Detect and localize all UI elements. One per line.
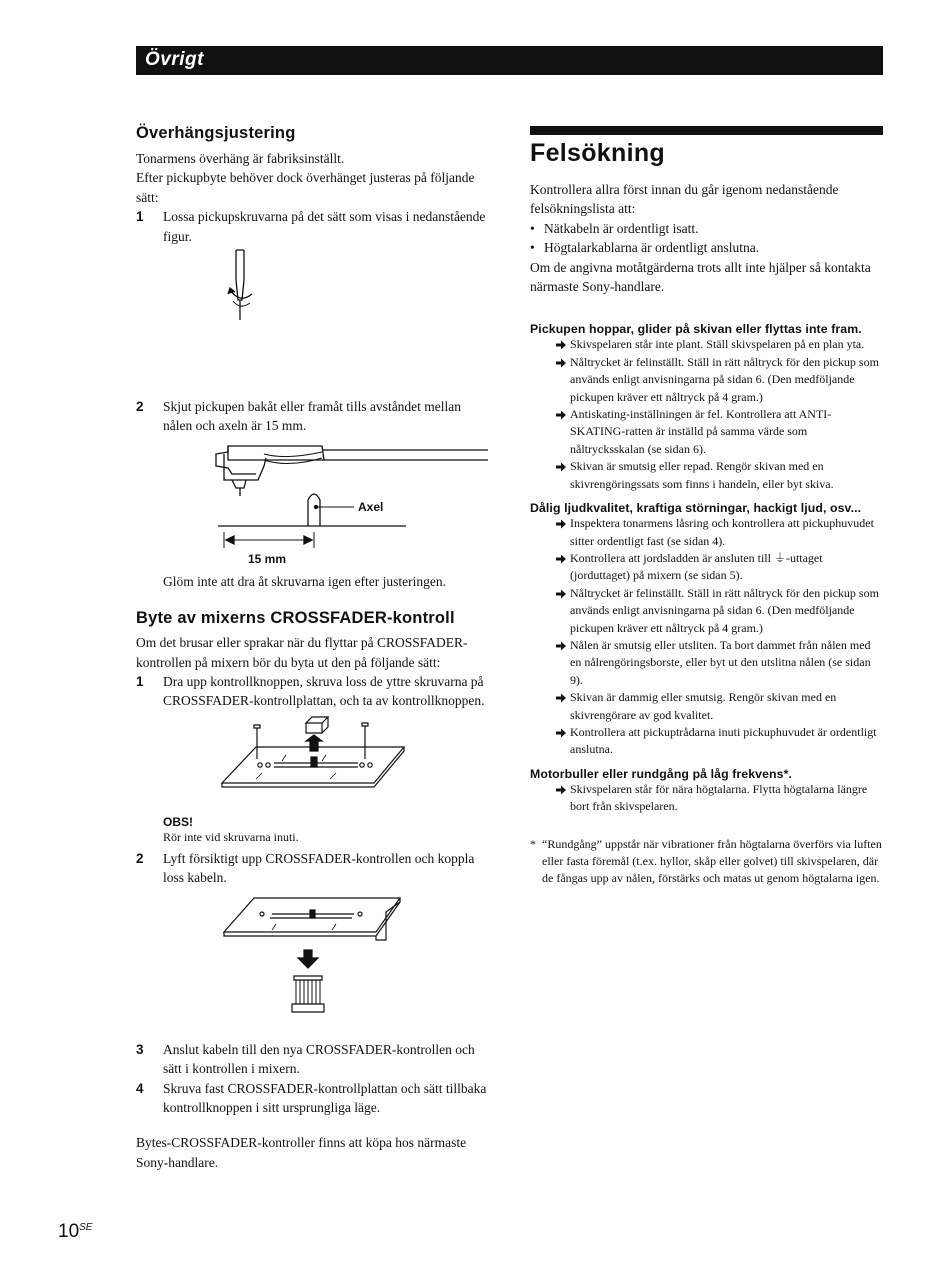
check-bullet — [530, 219, 883, 238]
arrow-right-icon — [556, 693, 566, 703]
overhang-step-1 — [136, 207, 488, 246]
left-column — [136, 124, 488, 1172]
crossfader-closing: Bytes-CROSSFADER-kontroller finns att köpa hos närmaste Sony-handlare. — [136, 1135, 467, 1170]
step-number: 2 — [136, 850, 144, 866]
crossfader-step-1 — [136, 672, 488, 711]
remedy-text: Kontrollera att pickuptrådarna inuti pickuphuvudet är ordentligt anslutna. — [570, 724, 877, 757]
problem-title: Dålig ljudkvalitet, kraftiga störningar, hackigt ljud, osv... — [530, 501, 862, 516]
crossfader-step-3 — [136, 1040, 488, 1079]
overhang-intro-2: Efter pickupbyte behöver dock överhänget justeras på följande sätt: — [136, 170, 475, 205]
step-number: 1 — [136, 674, 144, 690]
page-number-value: 10 — [58, 1221, 80, 1242]
problem-list — [530, 322, 883, 815]
remedy-text: Skivspelaren står för nära högtalarna. Flytta högtalarna längre bort från skivspelaren. — [570, 781, 868, 814]
obs-heading: OBS! — [163, 814, 193, 829]
troubleshooting-heading: Felsökning — [530, 139, 665, 167]
remedy-text: Antiskating-inställningen är fel. Kontrollera att ANTI-SKATING-ratten är inställd på samma värde som nåltrycksskalan (se sidan 6). — [570, 407, 832, 456]
dimension-label: 15 mm — [248, 551, 287, 566]
step-text: Dra upp kontrollknoppen, skruva loss de yttre skruvarna på CROSSFADER-kontrollplattan, och ta av kontrollknoppen. — [163, 674, 485, 709]
bullet-icon: • — [530, 220, 535, 236]
remedy-item — [530, 781, 883, 816]
troubleshooting-outro: Om de angivna motåtgärderna trots allt inte hjälper så kontakta närmaste Sony-handlare. — [530, 259, 871, 295]
crossfader-cable-figure — [136, 896, 488, 1024]
crossfader-step-4 — [136, 1079, 488, 1118]
step-text: Lossa pickupskruvarna på det sätt som visas i nedanstående figur. — [163, 209, 486, 244]
remedy-text: Nålen är smutsig eller utsliten. Ta bort dammet från nålen med en nålrengöringsborste, eller byt ut den utslitna nålen (se sidan 9). — [570, 637, 871, 687]
step-number: 4 — [136, 1080, 144, 1096]
remedy-item — [530, 406, 883, 458]
remedy-text: Inspektera tonarmens låsring och kontrollera att pickuphuvudet sitter ordentligt fast (se sidan 4). — [570, 516, 874, 548]
cartridge-screw-figure — [136, 246, 488, 391]
problem-block — [530, 322, 883, 493]
arrow-right-icon — [556, 554, 566, 564]
right-column — [530, 126, 883, 888]
overhang-distance-figure — [136, 436, 488, 551]
check-bullet — [530, 238, 883, 257]
arrow-right-icon — [556, 785, 566, 795]
remedy-text: Nåltrycket är felinställt. Ställ in rätt nåltryck för den pickup som används enligt anvisningarna på sidan 6. (Den medföljande pickupen kräver ett nåltryck på 4 gram.) — [570, 354, 879, 404]
arrow-right-icon — [556, 519, 566, 529]
remedy-item — [530, 336, 883, 353]
overhang-reminder: Glöm inte att dra åt skruvarna igen efter justeringen. — [163, 573, 447, 589]
problem-block — [530, 501, 883, 759]
step-number: 1 — [136, 209, 144, 225]
remedy-item — [530, 637, 883, 689]
obs-text: Rör inte vid skruvarna inuti. — [163, 829, 299, 844]
remedy-text: Kontrollera att jordsladden är ansluten till ⏚-uttaget (jorduttaget) på mixern (se sidan 5). — [570, 550, 823, 583]
arrow-right-icon — [556, 462, 566, 472]
bullet-text: Nätkabeln är ordentligt isatt. — [544, 220, 699, 236]
page-number — [58, 1221, 92, 1243]
arrow-right-icon — [556, 358, 566, 368]
crossfader-intro: Om det brusar eller sprakar när du flyttar på CROSSFADER-kontrollen på mixern bör du byta ut den på följande sätt: — [136, 635, 468, 670]
remedy-item — [530, 354, 883, 406]
bullet-icon: • — [530, 240, 535, 256]
crossfader-step-2 — [136, 849, 488, 888]
heading-rule — [530, 126, 883, 135]
step-text: Lyft försiktigt upp CROSSFADER-kontrollen och koppla loss kabeln. — [163, 850, 475, 886]
bullet-text: Högtalarkablarna är ordentligt anslutna. — [544, 240, 760, 256]
remedy-item — [530, 585, 883, 637]
troubleshooting-intro: Kontrollera allra först innan du går igenom nedanstående felsökningslista att: — [530, 182, 839, 217]
axel-label: Axel — [358, 499, 384, 514]
step-text: Anslut kabeln till den nya CROSSFADER-kontrollen och sätt i kontrollen i mixern. — [163, 1041, 475, 1077]
overhang-heading: Överhängsjustering — [136, 124, 296, 142]
overhang-step-2 — [136, 397, 488, 436]
problem-block — [530, 767, 883, 816]
remedy-item — [530, 724, 883, 759]
page-suffix: SE — [79, 1222, 93, 1233]
remedy-item — [530, 550, 883, 585]
step-number: 2 — [136, 399, 144, 415]
remedy-text: Nåltrycket är felinställt. Ställ in rätt nåltryck för den pickup som används enligt anvisningarna på sidan 6. (Den medföljande pickupen kräver ett nåltryck på 4 gram.) — [570, 585, 879, 635]
step-number: 3 — [136, 1041, 144, 1057]
footnote-mark: * — [530, 836, 536, 851]
step-text: Skruva fast CROSSFADER-kontrollplattan och sätt tillbaka kontrollknoppen i sitt ursprungliga läge. — [163, 1080, 487, 1115]
step-text: Skjut pickupen bakåt eller framåt tills avståndet mellan nålen och axeln är 15 mm. — [163, 399, 462, 434]
arrow-right-icon — [556, 340, 566, 350]
section-header-bar — [136, 46, 883, 75]
overhang-distance-drawing — [136, 436, 488, 551]
arrow-right-icon — [556, 728, 566, 738]
remedy-item — [530, 689, 883, 724]
remedy-text: Skivspelaren står inte plant. Ställ skivspelaren på en plan yta. — [570, 337, 865, 352]
arrow-right-icon — [556, 410, 566, 420]
footnote-text: “Rundgång” uppstår när vibrationer från högtalarna överförs via luften eller fasta föremål (t.ex. hyllor, skåp eller golvet) till skivspelaren, där de fångas upp av nålen, förstärks och matas ut genom högtalarna igen. — [542, 836, 882, 886]
crossfader-plate-figure — [136, 715, 488, 805]
problem-title: Pickupen hoppar, glider på skivan eller flyttas inte fram. — [530, 322, 862, 337]
section-title: Övrigt — [145, 49, 204, 70]
arrow-right-icon — [556, 641, 566, 651]
remedy-text: Skivan är smutsig eller repad. Rengör skivan med en skivrengöringssats som finns i handeln, eller byt skiva. — [570, 459, 834, 491]
arrow-right-icon — [556, 589, 566, 599]
footnote — [530, 836, 883, 888]
remedy-item — [530, 515, 883, 550]
overhang-intro-1: Tonarmens överhäng är fabriksinställt. — [136, 151, 345, 166]
problem-title: Motorbuller eller rundgång på låg frekvens*. — [530, 766, 793, 781]
remedy-text: Skivan är dammig eller smutsig. Rengör skivan med en skivrengörare av god kvalitet. — [570, 690, 837, 722]
remedy-item — [530, 458, 883, 493]
crossfader-heading: Byte av mixerns CROSSFADER-kontroll — [136, 609, 455, 628]
